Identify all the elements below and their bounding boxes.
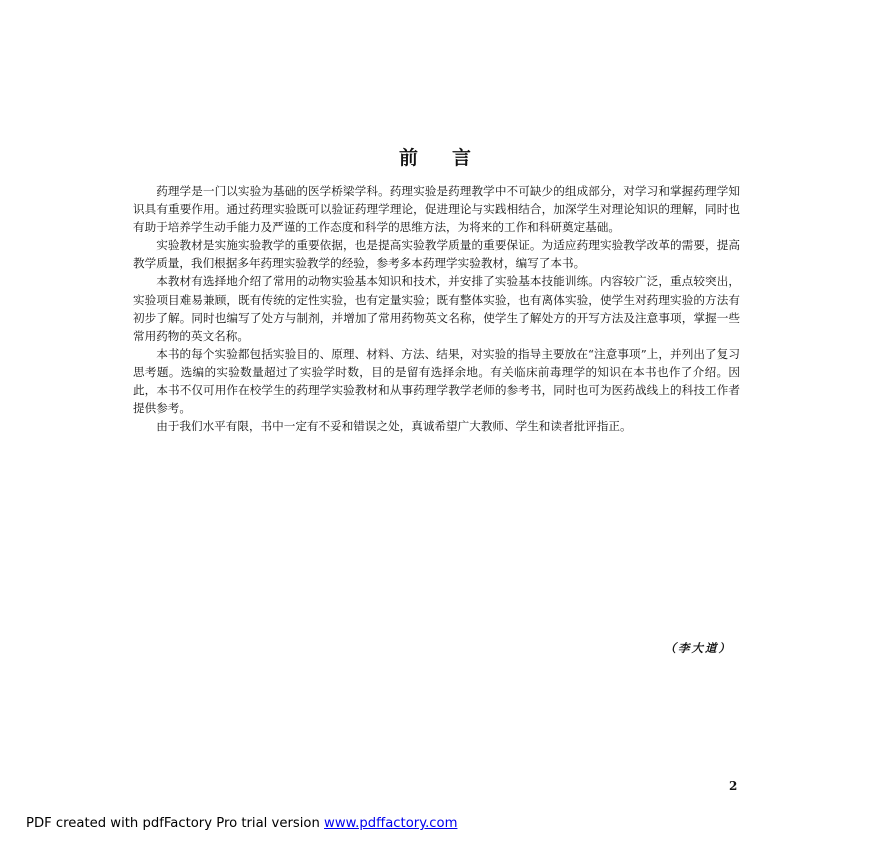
paragraph: 实验教材是实施实验教学的重要依据，也是提高实验教学质量的重要保证。为适应药理实验教学改革的需要，提高教学质量，我们根据多年药理实验教学的经验，参考多本药理学实验教材，编写了本书。 [133,238,740,271]
author-signature: （李大道） [664,641,732,655]
page-title: 前言 [398,147,505,169]
pdf-footer [26,816,457,831]
paragraph: 由于我们水平有限，书中一定有不妥和错误之处，真诚希望广大教师、学生和读者批评指正。 [156,419,632,434]
paragraph: 本书的每个实验都包括实验目的、原理、材料、方法、结果，对实验的指导主要放在“注意事项”上，并列出了复习思考题。选编的实验数量超过了实验学时数，目的是留有选择余地。有关临床前毒理学的知识在本书也作了介绍。因此，本书不仅可用作在校学生的药理学实验教材和从事药理学教学老师的参考书，同时也可为医药战线上的科技工作者提供参考。 [133,346,740,416]
preface-body [133,182,740,435]
footer-text: PDF created with pdfFactory Pro trial version [26,816,325,831]
paragraph: 本教材有选择地介绍了常用的动物实验基本知识和技术，并安排了实验基本技能训练。内容较广泛，重点较突出，实验项目难易兼顾，既有传统的定性实验，也有定量实验；既有整体实验，也有离体实验，使学生对药理实验的方法有初步了解。同时也编写了处方与制剂，并增加了常用药物英文名称，使学生了解处方的开写方法及注意事项，掌握一些常用药物的英文名称。 [133,274,740,343]
paragraph: 药理学是一门以实验为基础的医学桥梁学科。药理实验是药理教学中不可缺少的组成部分，对学习和掌握药理学知识具有重要作用。通过药理实验既可以验证药理学理论，促进理论与实践相结合，加深学生对理论知识的理解，同时也有助于培养学生动手能力及严谨的工作态度和科学的思维方法，为将来的工作和科研奠定基础。 [133,184,740,235]
footer-link[interactable]: www.pdffactory.com [324,816,458,831]
page-number: 2 [729,779,738,793]
